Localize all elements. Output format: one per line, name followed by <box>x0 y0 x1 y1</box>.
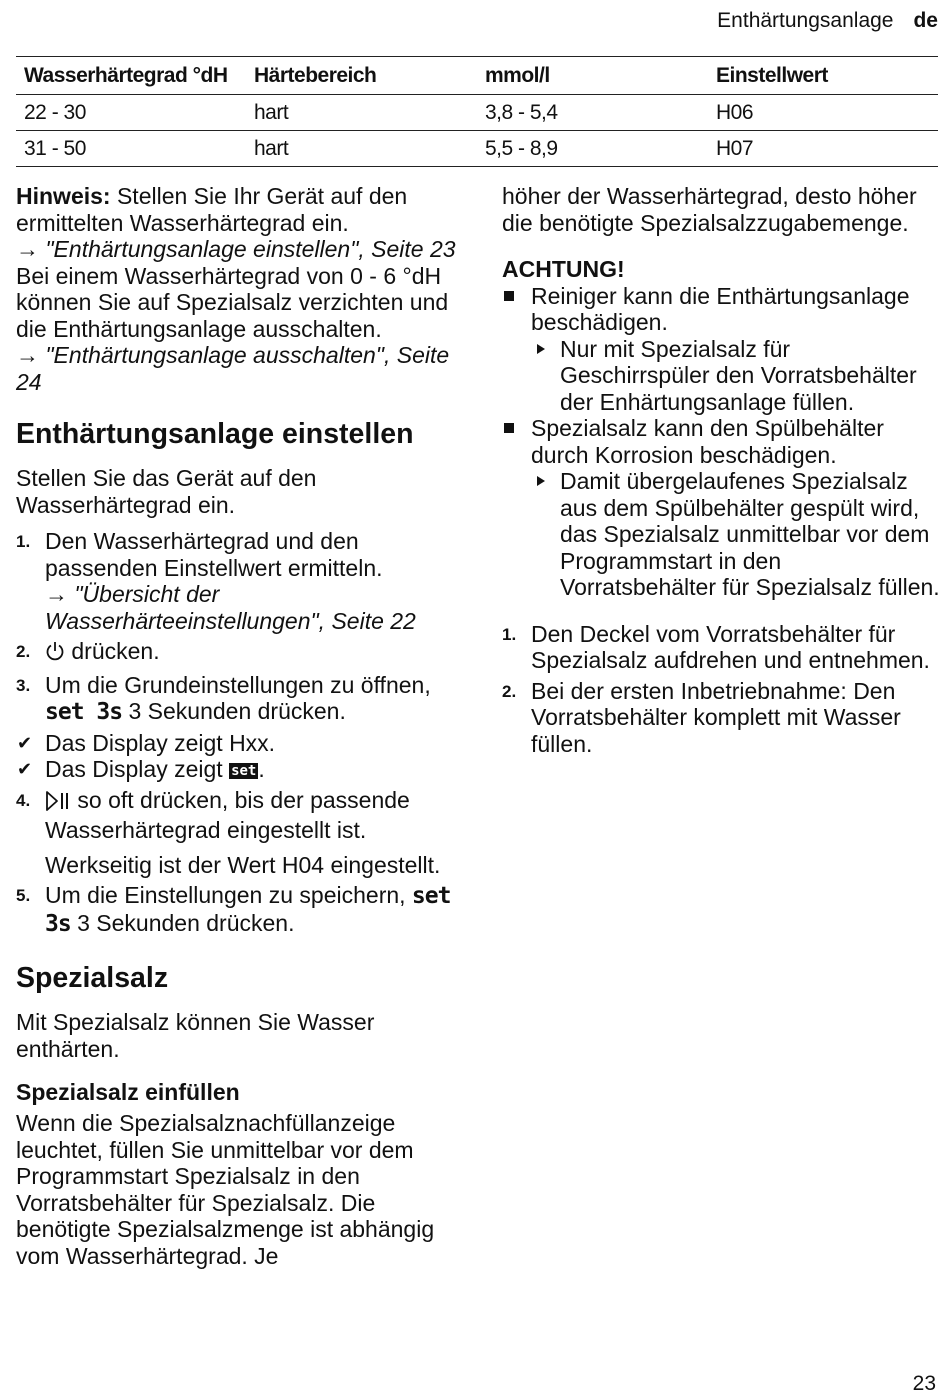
cross-reference-link[interactable] <box>45 581 461 634</box>
step-item <box>16 638 461 668</box>
bullet-square-icon <box>504 423 514 433</box>
play-pause-icon <box>45 790 71 818</box>
result-item <box>16 730 461 757</box>
step-number: 2. <box>502 681 517 701</box>
step-text: drücken. <box>65 638 160 664</box>
display-set-3s: set 3s <box>45 699 123 725</box>
cross-reference-text: "Enthärtungsanlage ausschalten", Seite 24 <box>16 342 450 395</box>
table-header-cell: Härtebereich <box>246 58 477 95</box>
step-text: 3 Sekunden drücken. <box>122 698 346 724</box>
body-paragraph: höher der Wasserhärtegrad, desto höher die benötigte Spezialsalzzugabemenge. <box>502 183 917 236</box>
table-header-cell: Wasserhärtegrad °dH <box>16 58 246 95</box>
step-number: 2. <box>16 642 31 661</box>
warning-action <box>502 336 940 416</box>
check-icon: ✔ <box>17 759 33 779</box>
table-header-cell: mmol/l <box>477 58 708 95</box>
step-text: Um die Grundeinstellungen zu öffnen, <box>45 671 431 698</box>
note-text: Stellen Sie Ihr Gerät auf den ermittelten Wasserhärtegrad ein. <box>16 183 408 236</box>
warning-item <box>502 283 940 336</box>
header-divider <box>16 56 938 57</box>
display-set-3s: set 3s <box>45 883 451 937</box>
warning-action-text: Nur mit Spezialsalz für Geschirrspüler den Vorratsbehälter der Enhärtungsanlage füllen. <box>560 335 917 415</box>
step-number: 4. <box>16 790 31 810</box>
result-text: Das Display zeigt Hxx. <box>45 729 276 756</box>
page-header <box>717 6 938 36</box>
cross-reference-link[interactable] <box>16 342 461 395</box>
step-note: Werkseitig ist der Wert H04 eingestellt. <box>45 851 441 878</box>
cross-reference-text: "Enthärtungsanlage einstellen", Seite 23 <box>45 236 456 262</box>
result-text: Das Display zeigt <box>45 756 230 782</box>
subsection-heading: Spezialsalz einfüllen <box>16 1079 240 1105</box>
display-set-indicator: set <box>231 763 257 779</box>
step-item <box>16 882 461 937</box>
section-intro: Mit Spezialsalz können Sie Wasser enthärten. <box>16 1009 375 1062</box>
body-paragraph: Wenn die Spezialsalznachfüllanzeige leuchtet, füllen Sie unmittelbar vor dem Programmstart Spezialsalz in den Vorratsbehälter für Spezialsalz. Die benötigte Spezialsalzmenge ist abhängig vom Wasserhärtegrad. Je <box>16 1110 435 1269</box>
warning-text: Reiniger kann die Enthärtungsanlage beschädigen. <box>531 282 910 335</box>
result-text: . <box>258 756 265 782</box>
note-label: Hinweis: <box>16 183 111 209</box>
step-item <box>502 678 940 758</box>
step-item <box>16 787 461 879</box>
step-number: 5. <box>16 886 31 905</box>
header-language: de <box>913 9 938 32</box>
table-cell: 5,5 - 8,9 <box>477 131 708 167</box>
bullet-square-icon <box>504 291 514 301</box>
result-item <box>16 756 461 783</box>
body-paragraph: Bei einem Wasserhärtegrad von 0 - 6 °dH können Sie auf Spezialsalz verzichten und die Enthärtungsanlage ausschalten. <box>16 262 449 342</box>
table-cell: hart <box>246 95 477 131</box>
cross-reference-link[interactable] <box>16 236 461 263</box>
step-text: Um die Einstellungen zu speichern, <box>45 882 412 908</box>
step-text: Den Wasserhärtegrad und den passenden Einstellwert ermitteln. <box>45 528 383 581</box>
cross-reference-text: "Übersicht der Wasserhärteeinstellungen", Seite 22 <box>45 581 416 634</box>
step-number: 1. <box>502 624 517 644</box>
check-icon: ✔ <box>17 732 33 753</box>
warning-text: Spezialsalz kann den Spülbehälter durch Korrosion beschädigen. <box>531 415 884 468</box>
arrow-right-icon: → <box>45 581 75 607</box>
table-cell: 31 - 50 <box>16 131 246 167</box>
step-text: so oft drücken, bis der passende Wasserhärtegrad eingestellt ist. <box>45 786 410 843</box>
step-text: Den Deckel vom Vorratsbehälter für Spezialsalz aufdrehen und entnehmen. <box>531 620 930 673</box>
table-row <box>16 95 938 131</box>
section-intro: Stellen Sie das Gerät auf den Wasserhärtegrad ein. <box>16 465 317 518</box>
triangle-bullet-icon <box>537 476 545 486</box>
table-cell: 3,8 - 5,4 <box>477 95 708 131</box>
water-hardness-table <box>16 58 938 167</box>
step-item <box>16 672 461 726</box>
table-cell: 22 - 30 <box>16 95 246 131</box>
table-header-row <box>16 58 938 95</box>
power-icon <box>45 640 65 668</box>
step-item <box>16 528 461 634</box>
section-heading: Spezialsalz <box>16 962 169 994</box>
table-row <box>16 131 938 167</box>
step-text: 3 Sekunden drücken. <box>70 909 295 936</box>
table-cell: H07 <box>708 131 938 167</box>
arrow-right-icon: → <box>16 342 46 368</box>
table-cell: hart <box>246 131 477 167</box>
left-column <box>16 183 461 1269</box>
note-paragraph <box>16 183 461 236</box>
step-item <box>502 621 940 674</box>
right-column <box>502 183 940 757</box>
section-heading: Enthärtungsanlage einstellen <box>16 418 414 450</box>
triangle-bullet-icon <box>537 344 545 354</box>
warning-action-text: Damit übergelaufenes Spezialsalz aus dem Spülbehälter gespült wird, das Spezialsalz unmittelbar vor dem Programmstart in den Vorratsbehälter für Spezialsalz füllen. <box>560 468 940 600</box>
header-section-title: Enthärtungsanlage <box>717 9 894 32</box>
warning-item <box>502 415 940 468</box>
page-number: 23 <box>912 1372 936 1395</box>
table-cell: H06 <box>708 95 938 131</box>
step-text: Bei der ersten Inbetriebnahme: Den Vorratsbehälter komplett mit Wasser füllen. <box>531 677 901 757</box>
table-header-cell: Einstellwert <box>708 58 938 95</box>
step-number: 1. <box>16 532 31 551</box>
step-number: 3. <box>16 675 31 695</box>
warning-heading: ACHTUNG! <box>502 256 625 282</box>
arrow-right-icon: → <box>16 236 46 262</box>
warning-action <box>502 468 940 601</box>
